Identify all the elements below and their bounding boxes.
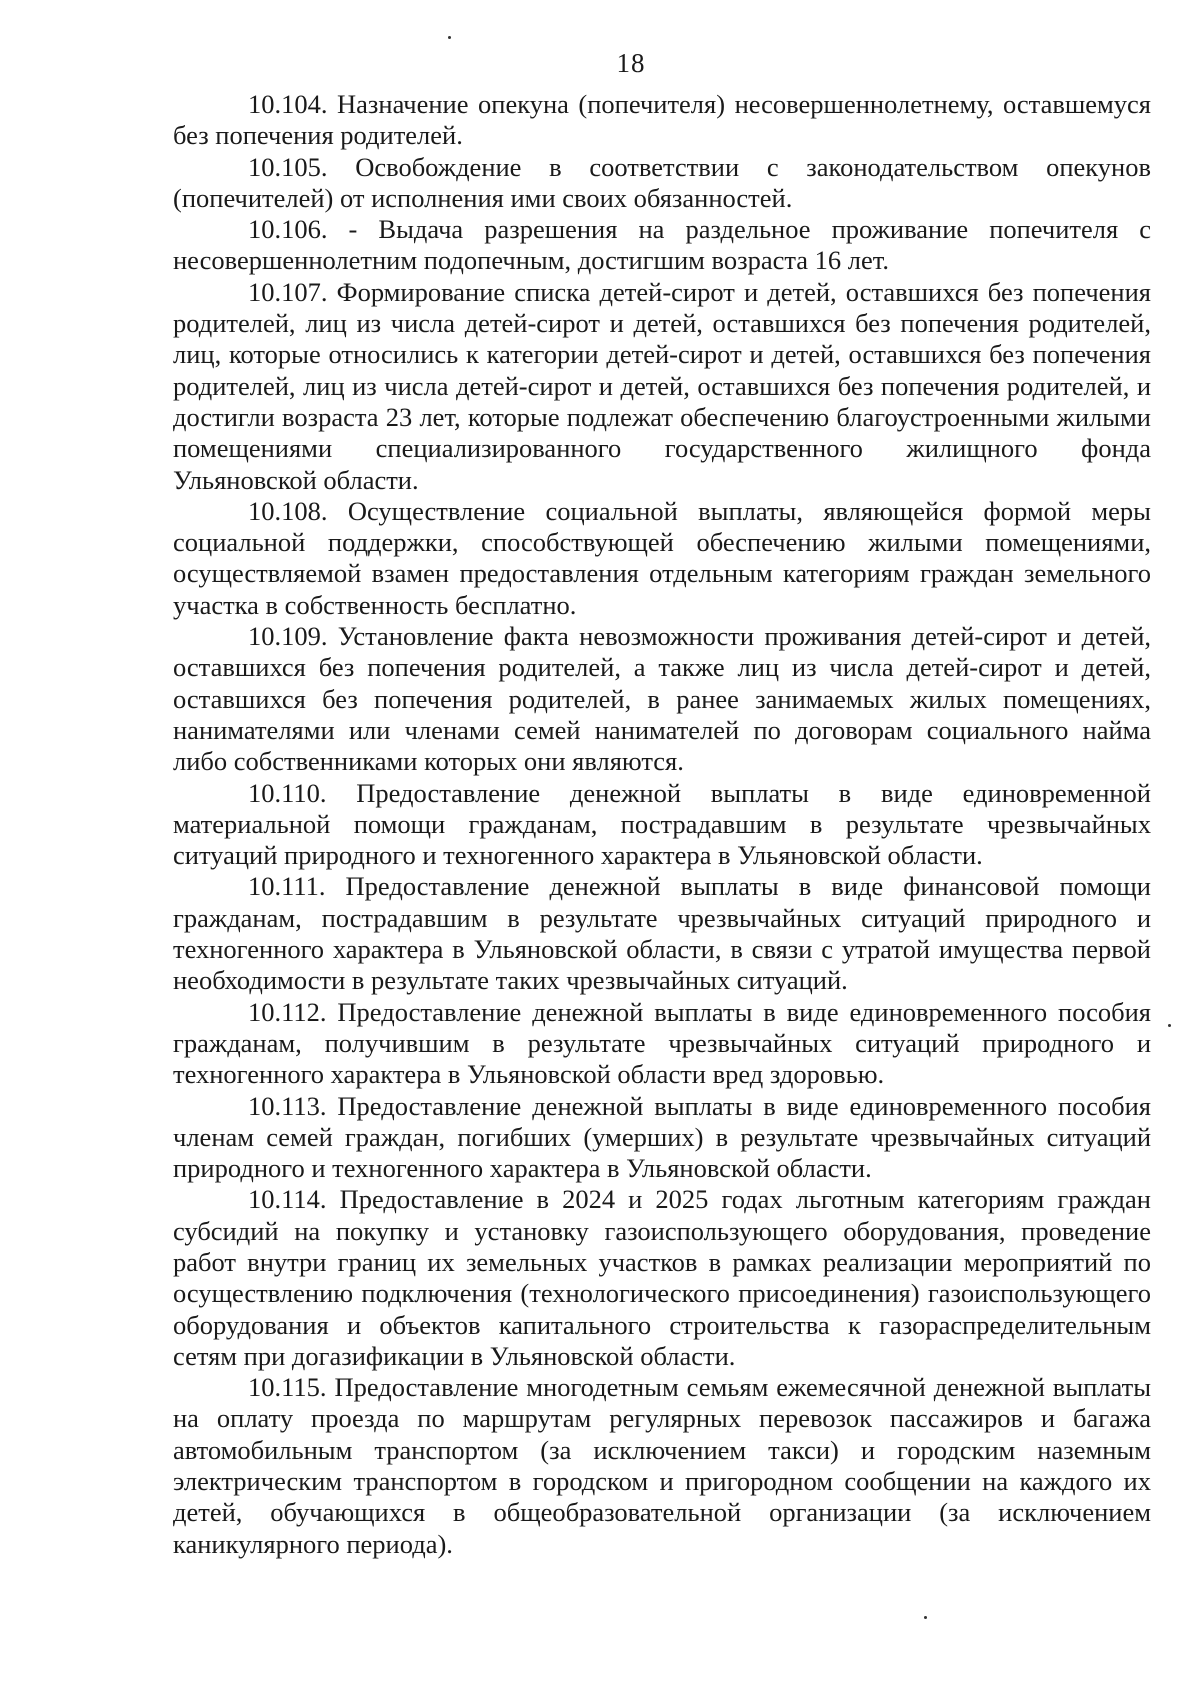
- paragraph-10-114: 10.114. Предоставление в 2024 и 2025 годах льготным категориям граждан субсидий на покупку и установку газоиспользующего оборудования, проведение работ внутри границ их земельных участков в рамках реализации мероприятий по осуществлению подключения (технологического присоединения) газоиспользующего оборудования и объектов капитального строительства к газораспределительным сетям при догазификации в Ульяновской области.: [173, 1184, 1151, 1371]
- paragraph-10-104: 10.104. Назначение опекуна (попечителя) несовершеннолетнему, оставшемуся без попечения родителей.: [173, 89, 1151, 151]
- paragraph-10-112: 10.112. Предоставление денежной выплаты в виде единовременного пособия гражданам, получившим в результате чрезвычайных ситуаций природного и техногенного характера в Ульяновской области вред здоровью.: [173, 996, 1151, 1090]
- paragraph-10-111: 10.111. Предоставление денежной выплаты в виде финансовой помощи гражданам, пострадавшим в результате чрезвычайных ситуаций природного и техногенного характера в Ульяновской области, в связи с утратой имущества первой необходимости в результате таких чрезвычайных ситуаций.: [173, 871, 1151, 996]
- paragraph-10-110: 10.110. Предоставление денежной выплаты в виде единовременной материальной помощи гражданам, пострадавшим в результате чрезвычайных ситуаций природного и техногенного характера в Ульяновской области.: [173, 777, 1151, 871]
- document-body: [173, 89, 1151, 1560]
- paragraph-10-108: 10.108. Осуществление социальной выплаты, являющейся формой меры социальной поддержки, способствующей обеспечению жилыми помещениями, осуществляемой взамен предоставления отдельным категориям граждан земельного участка в собственность бесплатно.: [173, 495, 1151, 620]
- scan-speck: [1168, 1024, 1171, 1027]
- scan-speck: [924, 1616, 927, 1619]
- scan-speck: [448, 36, 451, 39]
- paragraph-10-109: 10.109. Установление факта невозможности проживания детей-сирот и детей, оставшихся без попечения родителей, а также лиц из числа детей-сирот и детей, оставшихся без попечения родителей, в ранее занимаемых жилых помещениях, нанимателями или членами семей нанимателей по договорам социального найма либо собственниками которых они являются.: [173, 621, 1151, 777]
- paragraph-10-107: 10.107. Формирование списка детей-сирот и детей, оставшихся без попечения родителей, лиц из числа детей-сирот и детей, оставшихся без попечения родителей, лиц, которые относились к категории детей-сирот и детей, оставшихся без попечения родителей, лиц из числа детей-сирот и детей, оставшихся без попечения родителей, и достигли возраста 23 лет, которые подлежат обеспечению благоустроенными жилыми помещениями специализированного государственного жилищного фонда Ульяновской области.: [173, 276, 1151, 495]
- paragraph-10-106: 10.106. - Выдача разрешения на раздельное проживание попечителя с несовершеннолетним подопечным, достигшим возраста 16 лет.: [173, 214, 1151, 276]
- page-number: 18: [616, 48, 646, 78]
- paragraph-10-113: 10.113. Предоставление денежной выплаты в виде единовременного пособия членам семей граждан, погибших (умерших) в результате чрезвычайных ситуаций природного и техногенного характера в Ульяновской области.: [173, 1090, 1151, 1184]
- paragraph-10-105: 10.105. Освобождение в соответствии с законодательством опекунов (попечителей) от исполнения ими своих обязанностей.: [173, 151, 1151, 213]
- paragraph-10-115: 10.115. Предоставление многодетным семьям ежемесячной денежной выплаты на оплату проезда по маршрутам регулярных перевозок пассажиров и багажа автомобильным транспортом (за исключением такси) и городским наземным электрическим транспортом в городском и пригородном сообщении на каждого их детей, обучающихся в общеобразовательной организации (за исключением каникулярного периода).: [173, 1372, 1151, 1559]
